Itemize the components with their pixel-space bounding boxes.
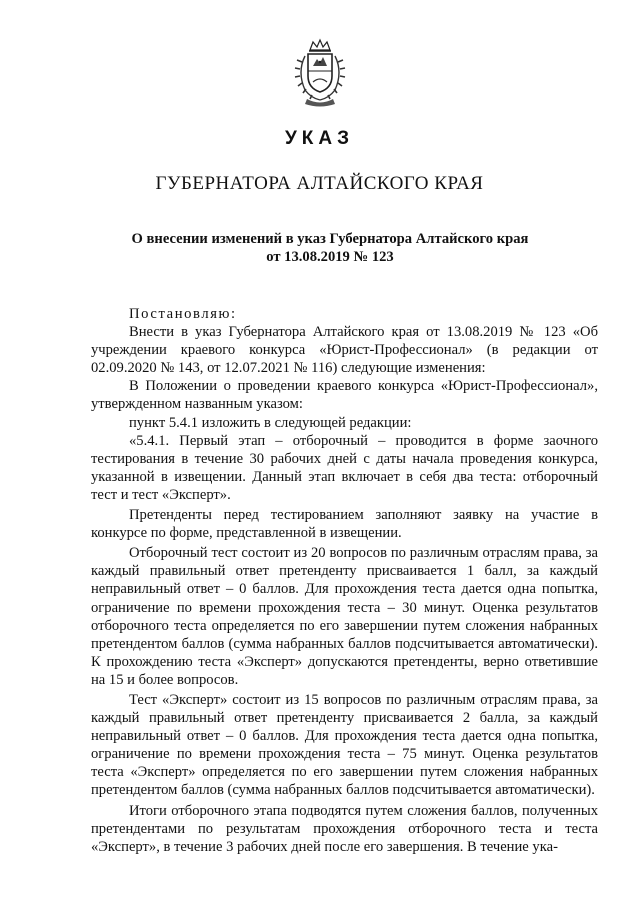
paragraph-regulation: В Положении о проведении краевого конкурса «Юрист-Профессионал», утвержденном названным указом:	[91, 378, 598, 413]
paragraph-amend: Внести в указ Губернатора Алтайского края от 13.08.2019 № 123 «Об учреждении краевого конкурса «Юрист-Профессионал» (в редакции от 02.09.2020 № 143, от 12.07.2021 № 116) следующие изменения:	[91, 324, 598, 377]
paragraph-5-4-1: «5.4.1. Первый этап – отборочный – проводится в форме заочного тестирования в течение 30 рабочих дней с даты начала проведения конкурса, указанной в извещении. Данный этап включает в себя два теста: отборочный тест и тест «Эксперт».	[91, 432, 598, 503]
paragraph-expert-test: Тест «Эксперт» состоит из 15 вопросов по различным отраслям права, за каждый правильный ответ претенденту присваивается 2 балла, за каждый неправильный ответ – 0 баллов. Для прохождения теста дается одна попытка, ограничение по времени прохождения теста – 75 минут. Оценка результатов теста «Эксперт» определяется по его завершении путем сложения набранных претендентом баллов (сумма набранных баллов подсчитывается автоматически).	[91, 691, 598, 799]
coat-of-arms-emblem	[291, 38, 349, 108]
paragraph-clause: пункт 5.4.1 изложить в следующей редакции:	[129, 414, 412, 431]
document-title: УКАЗ	[284, 128, 355, 149]
document-heading	[60, 230, 600, 266]
paragraph-results: Итоги отборочного этапа подводятся путем сложения баллов, полученных претендентами по результатам прохождения отборочного теста и теста «Эксперт», в течение 3 рабочих дней после его завершения. В течение ука-	[91, 802, 598, 855]
paragraph-selection-test: Отборочный тест состоит из 20 вопросов по различным отраслям права, за каждый правильный ответ претенденту присваивается 1 балл, за каждый неправильный ответ – 0 баллов. Для прохождения теста дается одна попытка, ограничение по времени прохождения теста – 30 минут. Оценка результатов отборочного теста определяется по его завершении путем сложения набранных претендентом баллов (сумма набранных баллов подсчитывается автоматически). К прохождению теста «Эксперт» допускаются претенденты, верно ответившие на 15 и более вопросов.	[91, 545, 598, 688]
heading-line-1: О внесении изменений в указ Губернатора Алтайского края	[131, 231, 529, 247]
paragraph-decree: Постановляю:	[129, 306, 237, 322]
heading-line-2: от 13.08.2019 № 123	[266, 249, 394, 265]
document-issuer: ГУБЕРНАТОРА АЛТАЙСКОГО КРАЯ	[155, 173, 484, 194]
paragraph-applicants: Претенденты перед тестированием заполняют заявку на участие в конкурсе по форме, представленной в извещении.	[91, 507, 598, 542]
document-body	[91, 305, 598, 856]
